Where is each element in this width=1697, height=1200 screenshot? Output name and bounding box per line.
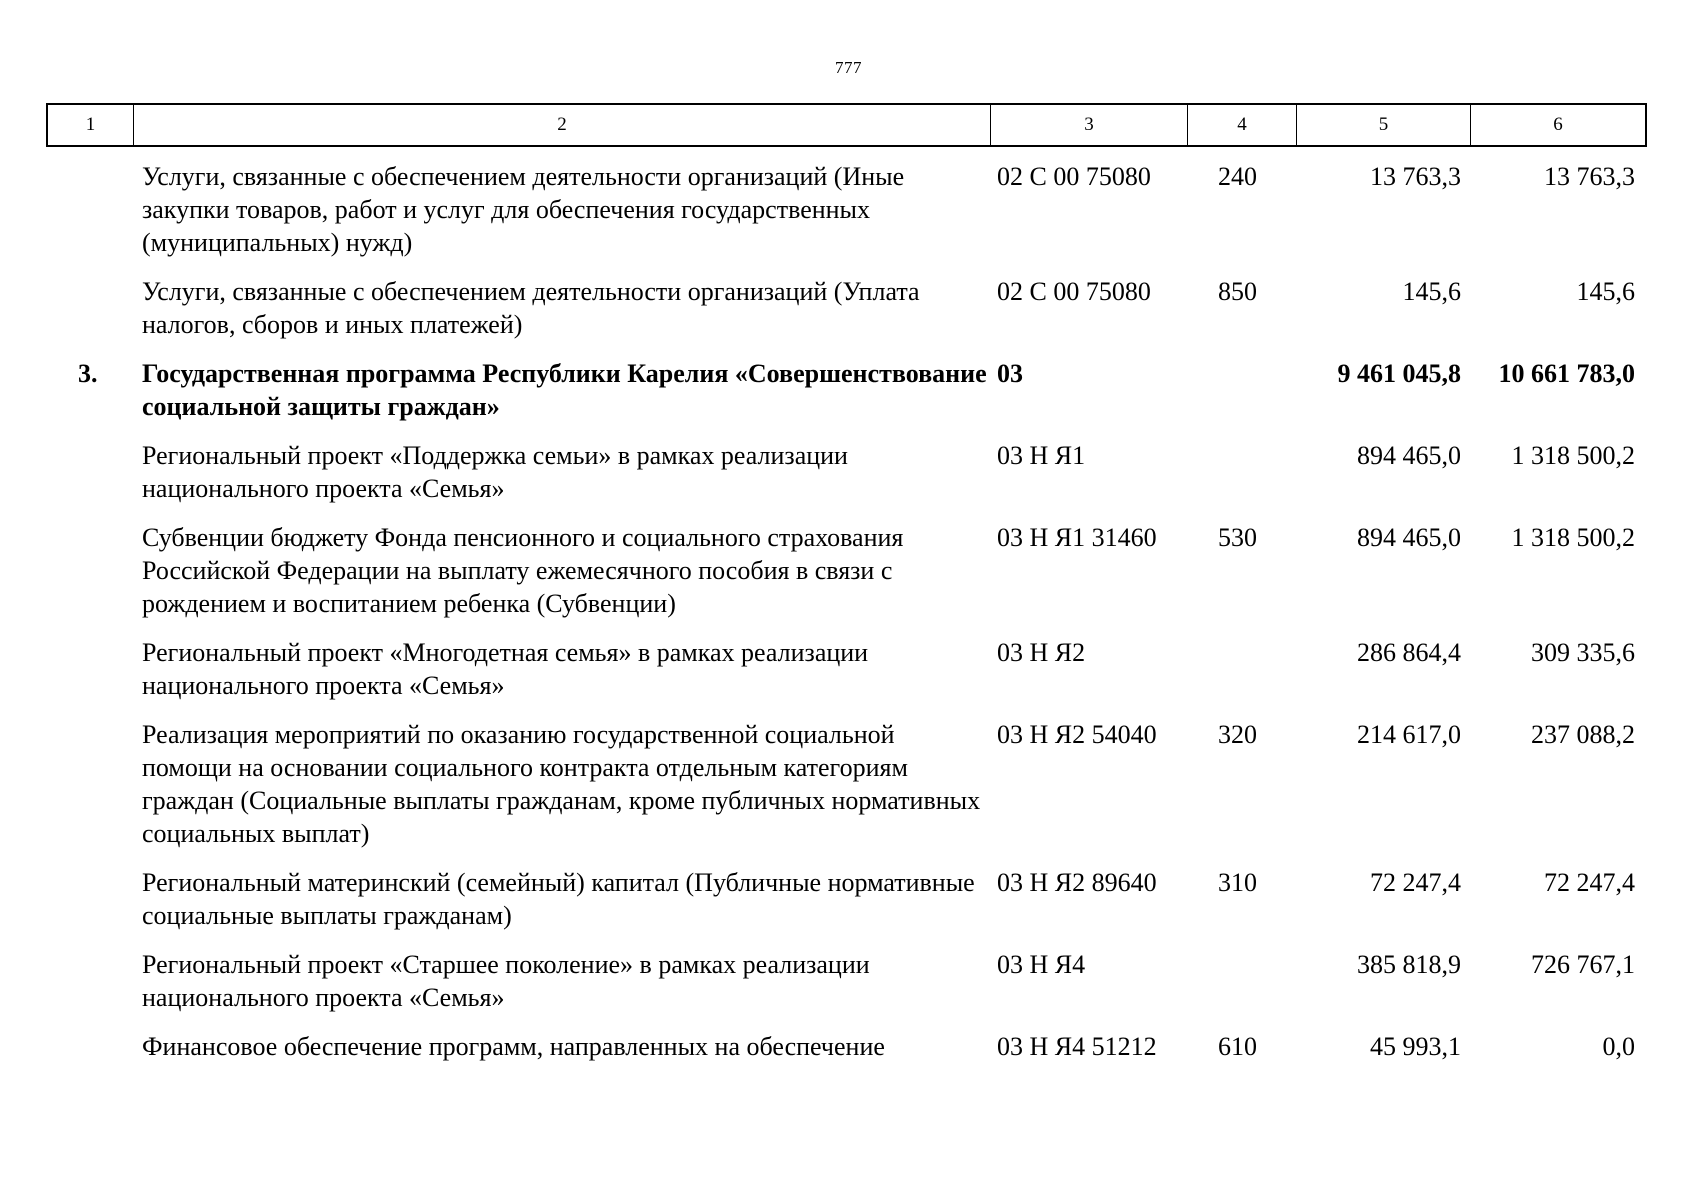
column-header-6: 6 <box>1553 114 1563 135</box>
row-expense-type: 610 <box>1218 1032 1257 1061</box>
row-target-code: 03 <box>997 359 1023 388</box>
row-name: Финансовое обеспечение программ, направленных на обеспечение <box>142 1032 885 1061</box>
row-name: Реализация мероприятий по оказанию государственной социальной помощи на основании социального контракта отдельным категориям граждан (Социальные выплаты гражданам, кроме публичных нормативных социальных выплат) <box>142 720 981 848</box>
row-amount-year-1: 894 465,0 <box>1357 441 1461 470</box>
row-target-code: 03 Н Я2 54040 <box>997 720 1157 749</box>
row-name: Государственная программа Республики Карелия «Совершенствование социальной защиты граждан» <box>142 359 987 421</box>
row-name: Региональный проект «Старшее поколение» в рамках реализации национального проекта «Семья» <box>142 950 870 1012</box>
row-amount-year-2: 237 088,2 <box>1531 720 1635 749</box>
table-row <box>46 357 1647 423</box>
table-row <box>46 866 1647 932</box>
column-header-3: 3 <box>991 105 1188 145</box>
row-amount-year-1: 145,6 <box>1402 277 1461 306</box>
row-amount-year-1: 9 461 045,8 <box>1337 359 1461 388</box>
row-target-code: 03 Н Я4 <box>997 950 1086 979</box>
row-expense-type <box>1186 357 1295 423</box>
row-amount-year-2: 13 763,3 <box>1544 162 1635 191</box>
row-amount-year-1: 45 993,1 <box>1370 1032 1461 1061</box>
row-amount-year-2: 726 767,1 <box>1531 950 1635 979</box>
row-amount-year-2: 0,0 <box>1602 1032 1635 1061</box>
table-row <box>46 636 1647 702</box>
row-amount-year-2: 309 335,6 <box>1531 638 1635 667</box>
row-name: Региональный материнский (семейный) капитал (Публичные нормативные социальные выплаты гражданам) <box>142 868 975 930</box>
table-row <box>46 160 1647 259</box>
row-target-code: 03 Н Я2 <box>997 638 1086 667</box>
row-target-code: 03 Н Я4 51212 <box>997 1032 1157 1061</box>
row-amount-year-1: 894 465,0 <box>1357 523 1461 552</box>
row-amount-year-2: 1 318 500,2 <box>1511 441 1635 470</box>
row-name: Услуги, связанные с обеспечением деятельности организаций (Иные закупки товаров, работ и услуг для обеспечения государственных (муниципальных) нужд) <box>142 162 905 257</box>
row-expense-type: 240 <box>1218 162 1257 191</box>
table-row <box>46 439 1647 505</box>
row-amount-year-2: 145,6 <box>1576 277 1635 306</box>
column-header-2: 2 <box>134 105 991 145</box>
row-amount-year-1: 72 247,4 <box>1370 868 1461 897</box>
row-number: 3. <box>78 359 98 388</box>
row-expense-type <box>1186 636 1295 702</box>
row-name: Субвенции бюджету Фонда пенсионного и социального страхования Российской Федерации на выплату ежемесячного пособия в связи с рождением и воспитанием ребенка (Субвенции) <box>142 523 904 618</box>
row-name: Региональный проект «Многодетная семья» в рамках реализации национального проекта «Семья» <box>142 638 869 700</box>
row-amount-year-1: 13 763,3 <box>1370 162 1461 191</box>
row-amount-year-2: 1 318 500,2 <box>1511 523 1635 552</box>
row-expense-type: 310 <box>1218 868 1257 897</box>
row-target-code: 03 Н Я1 <box>997 441 1086 470</box>
row-amount-year-1: 214 617,0 <box>1357 720 1461 749</box>
row-target-code: 03 Н Я2 89640 <box>997 868 1157 897</box>
row-amount-year-1: 286 864,4 <box>1357 638 1461 667</box>
row-expense-type: 530 <box>1218 523 1257 552</box>
table-row <box>46 275 1647 341</box>
table-row <box>46 1030 1647 1063</box>
row-target-code: 02 С 00 75080 <box>997 277 1151 306</box>
row-name: Региональный проект «Поддержка семьи» в рамках реализации национального проекта «Семья» <box>142 441 848 503</box>
row-amount-year-2: 72 247,4 <box>1544 868 1635 897</box>
table-row <box>46 718 1647 850</box>
column-header-4: 4 <box>1188 105 1297 145</box>
row-target-code: 03 Н Я1 31460 <box>997 523 1157 552</box>
row-amount-year-1: 385 818,9 <box>1357 950 1461 979</box>
row-target-code: 02 С 00 75080 <box>997 162 1151 191</box>
table-column-header <box>46 103 1647 147</box>
table-row <box>46 521 1647 620</box>
row-expense-type <box>1186 948 1295 1014</box>
row-amount-year-2: 10 661 783,0 <box>1498 359 1635 388</box>
page-number: 777 <box>835 58 862 77</box>
row-expense-type: 850 <box>1218 277 1257 306</box>
column-header-1: 1 <box>48 105 134 145</box>
column-header-5: 5 <box>1297 105 1471 145</box>
table-body <box>46 160 1647 1079</box>
row-expense-type: 320 <box>1218 720 1257 749</box>
row-expense-type <box>1186 439 1295 505</box>
table-row <box>46 948 1647 1014</box>
row-name: Услуги, связанные с обеспечением деятельности организаций (Уплата налогов, сборов и иных платежей) <box>142 277 920 339</box>
